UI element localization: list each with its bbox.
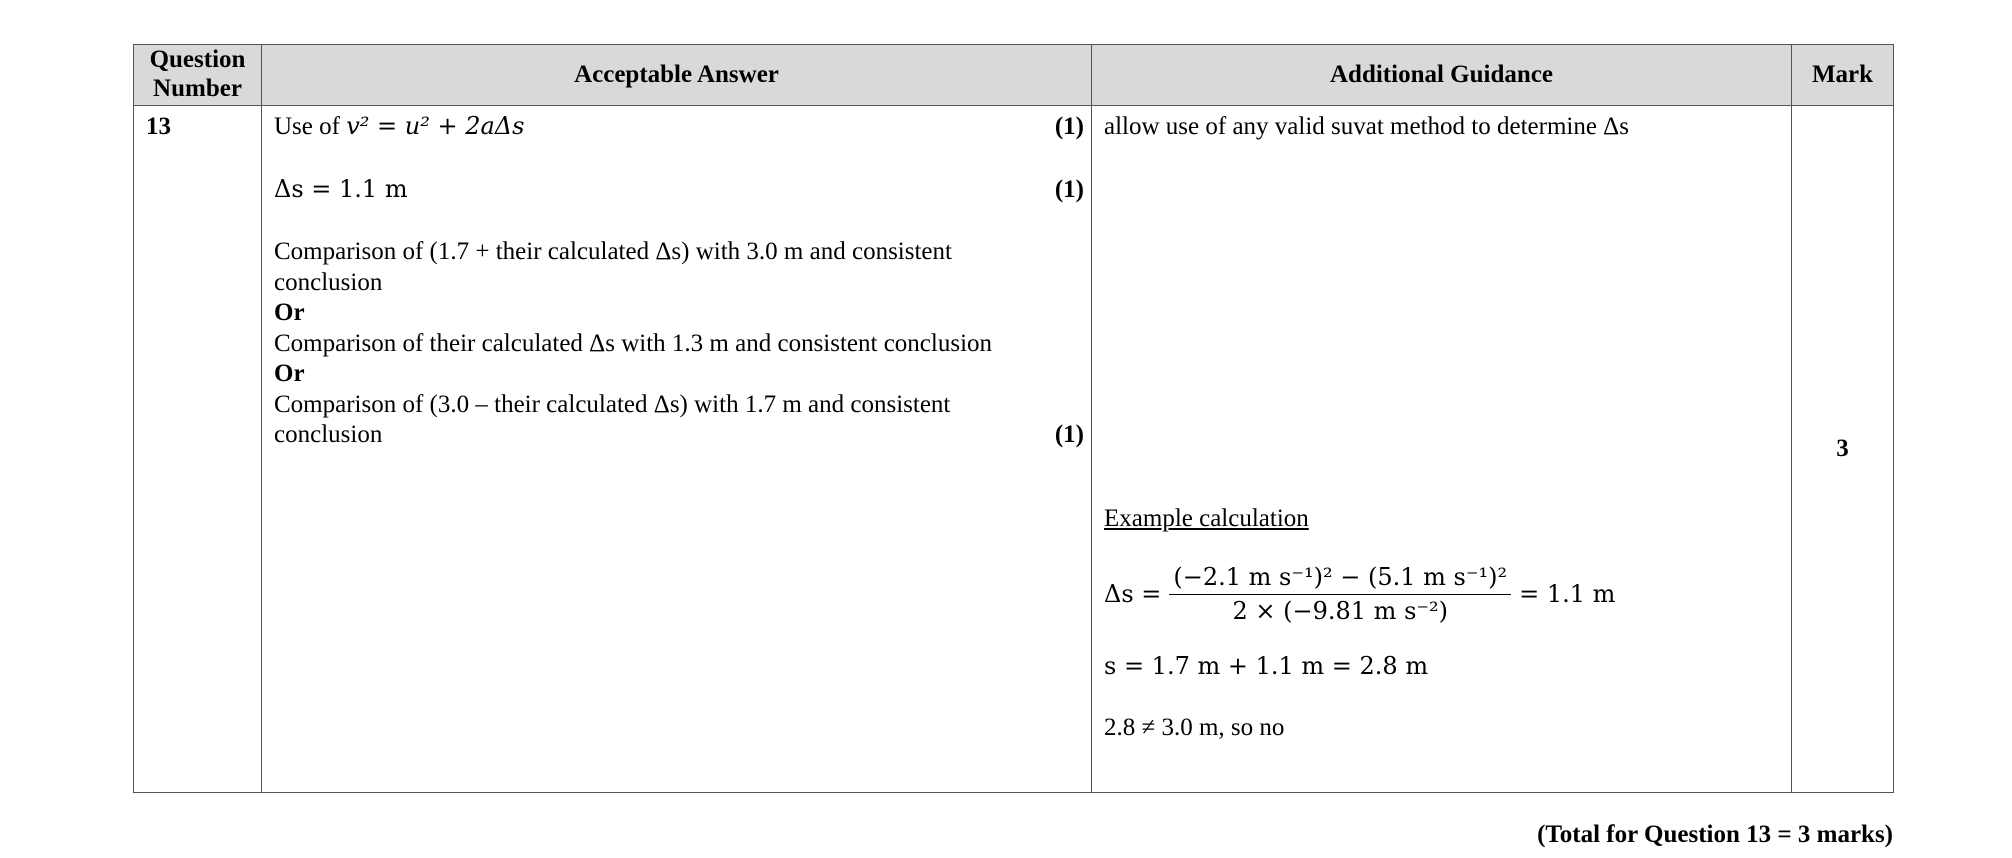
example-calculation-block <box>1104 504 1615 744</box>
question-number-cell: 13 <box>134 106 262 793</box>
answer-line-2 <box>274 175 1084 206</box>
mark-point-3: (1) <box>1054 421 1084 448</box>
answer-line-4: Comparison of their calculated Δs with 1.3 m and consistent conclusion <box>274 329 993 357</box>
header-mark: Mark <box>1792 45 1894 106</box>
answer-or-2: Or <box>274 360 305 387</box>
answer-line-5 <box>274 390 1084 451</box>
fraction-rhs: = 1.1 m <box>1519 579 1616 608</box>
fraction-denominator: 2 × (−9.81 m s⁻²) <box>1232 596 1449 625</box>
answer-line-1-equation: v² = u² + 2aΔs <box>346 112 525 140</box>
fraction <box>1169 563 1511 627</box>
additional-guidance-cell <box>1092 106 1792 793</box>
mark-point-2: (1) <box>1054 175 1084 203</box>
answer-line-1-prefix: Use of <box>274 113 347 140</box>
total-marks: (Total for Question 13 = 3 marks) <box>1537 821 1893 848</box>
example-fraction-equation <box>1104 563 1615 627</box>
example-calculation-title: Example calculation <box>1104 505 1309 532</box>
fraction-lhs: Δs = <box>1104 579 1162 608</box>
mark-cell: 3 <box>1792 106 1894 793</box>
mark-scheme-table <box>133 44 1894 793</box>
answer-line-2-text: Δs = 1.1 m <box>274 174 408 203</box>
mark-point-1: (1) <box>1054 113 1084 140</box>
answer-line-3: Comparison of (1.7 + their calculated Δs) with 3.0 m and consistent conclusion <box>274 238 952 296</box>
table-row <box>134 106 1894 793</box>
header-additional-guidance: Additional Guidance <box>1092 45 1792 106</box>
guidance-line-1: allow use of any valid suvat method to determine Δs <box>1104 113 1629 140</box>
example-calc-line-2: s = 1.7 m + 1.1 m = 2.8 m <box>1104 652 1429 681</box>
header-row <box>134 45 1894 106</box>
fraction-numerator: (−2.1 m s⁻¹)² − (5.1 m s⁻¹)² <box>1169 563 1511 595</box>
example-calc-line-3: 2.8 ≠ 3.0 m, so no <box>1104 714 1285 742</box>
header-acceptable-answer: Acceptable Answer <box>262 45 1092 106</box>
acceptable-answer-cell <box>262 106 1092 793</box>
answer-or-1: Or <box>274 299 305 326</box>
answer-line-1 <box>274 112 1084 143</box>
header-question-number: Question Number <box>134 45 262 106</box>
answer-line-5-text: Comparison of (3.0 – their calculated Δs) with 1.7 m and consistent conclusion <box>274 390 951 448</box>
